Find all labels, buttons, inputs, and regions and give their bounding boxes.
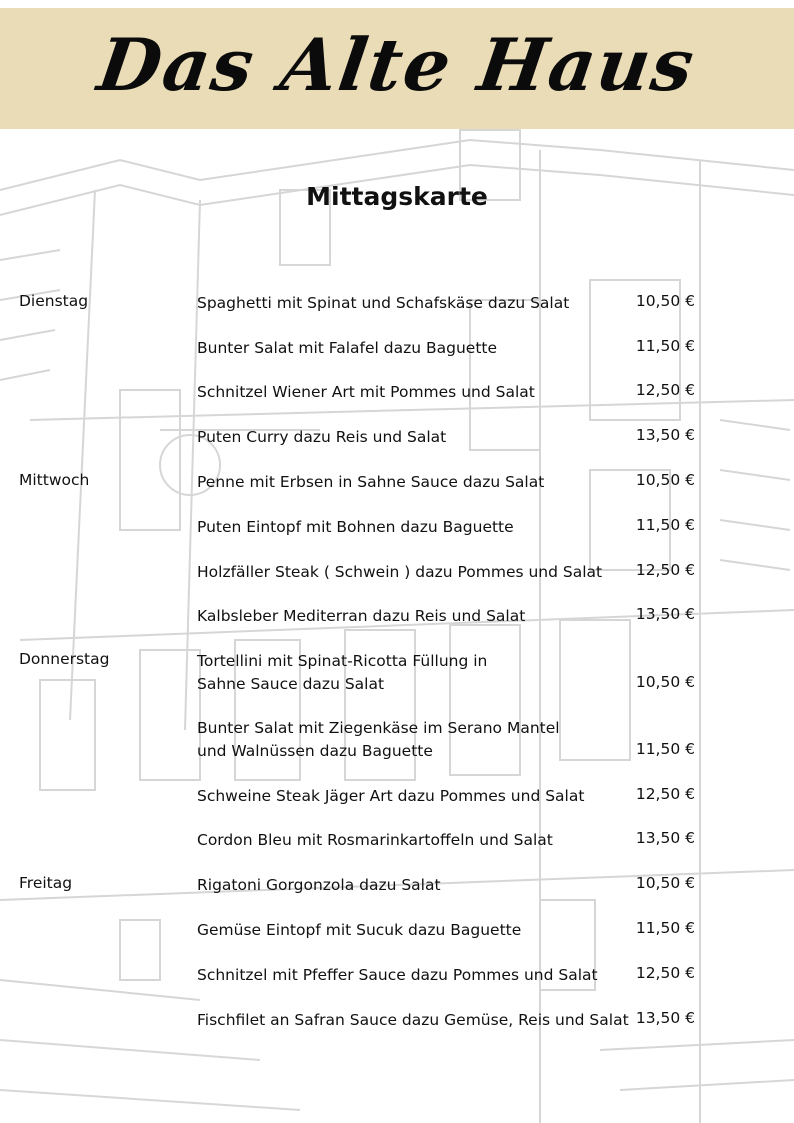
- menu-dish-line: Gemüse Eintopf mit Sucuk dazu Baguette: [197, 921, 522, 939]
- menu-dish: [197, 292, 569, 315]
- menu-dish-line: Schweine Steak Jäger Art dazu Pommes und Salat: [197, 787, 585, 805]
- menu-dish: [197, 919, 521, 942]
- menu-price: 10,50 €: [635, 673, 695, 691]
- menu-price: 11,50 €: [635, 740, 695, 758]
- page-title: Mittagskarte: [306, 182, 488, 211]
- menu-day: Donnerstag: [19, 650, 110, 668]
- menu-dish-line: Schnitzel Wiener Art mit Pommes und Salat: [197, 383, 535, 401]
- menu-dish-line: Holzfäller Steak ( Schwein ) dazu Pommes und Salat: [197, 563, 603, 581]
- menu-dish: [197, 605, 525, 628]
- menu-price: 10,50 €: [635, 292, 695, 310]
- menu-dish-line: Puten Eintopf mit Bohnen dazu Baguette: [197, 518, 514, 536]
- menu-day: Mittwoch: [19, 471, 90, 489]
- menu-dish: [197, 717, 560, 763]
- menu-dish: [197, 785, 584, 808]
- menu-dish: [197, 964, 598, 987]
- menu-dish: [197, 381, 535, 404]
- menu-dish-line: Sahne Sauce dazu Salat: [197, 675, 385, 693]
- menu-dish: [197, 874, 441, 897]
- menu-price: 13,50 €: [635, 426, 695, 444]
- menu-price: 12,50 €: [635, 381, 695, 399]
- menu-dish: [197, 471, 544, 494]
- menu-price: 12,50 €: [635, 964, 695, 982]
- header-banner: [0, 8, 794, 129]
- menu-dish: [197, 1009, 629, 1032]
- menu-dish-line: Cordon Bleu mit Rosmarinkartoffeln und Salat: [197, 831, 553, 849]
- menu-price: 13,50 €: [635, 1009, 695, 1027]
- menu-price: 12,50 €: [635, 561, 695, 579]
- menu-dish: [197, 650, 487, 696]
- menu-dish-line: Kalbsleber Mediterran dazu Reis und Salat: [197, 607, 526, 625]
- menu-dish-line: Bunter Salat mit Falafel dazu Baguette: [197, 339, 498, 357]
- menu-price: 11,50 €: [635, 919, 695, 937]
- menu-dish: [197, 426, 446, 449]
- menu-dish-line: Tortellini mit Spinat-Ricotta Füllung in: [197, 652, 488, 670]
- menu-dish-line: Puten Curry dazu Reis und Salat: [197, 428, 447, 446]
- menu-price: 13,50 €: [635, 829, 695, 847]
- menu-dish-line: und Walnüssen dazu Baguette: [197, 742, 433, 760]
- menu-price: 10,50 €: [635, 471, 695, 489]
- menu-price: 10,50 €: [635, 874, 695, 892]
- menu-dish-line: Penne mit Erbsen in Sahne Sauce dazu Salat: [197, 473, 545, 491]
- menu-day: Dienstag: [19, 292, 89, 310]
- menu-price: 11,50 €: [635, 337, 695, 355]
- menu-price: 11,50 €: [635, 516, 695, 534]
- menu-dish: [197, 516, 514, 539]
- menu-dish: [197, 561, 602, 584]
- menu-dish: [197, 337, 497, 360]
- menu-dish-line: Spaghetti mit Spinat und Schafskäse dazu Salat: [197, 294, 570, 312]
- menu-price: 13,50 €: [635, 605, 695, 623]
- menu-dish-line: Schnitzel mit Pfeffer Sauce dazu Pommes und Salat: [197, 966, 598, 984]
- menu-dish-line: Rigatoni Gorgonzola dazu Salat: [197, 876, 441, 894]
- menu-price: 12,50 €: [635, 785, 695, 803]
- menu-dish-line: Bunter Salat mit Ziegenkäse im Serano Mantel: [197, 719, 560, 737]
- menu-dish-line: Fischfilet an Safran Sauce dazu Gemüse, Reis und Salat: [197, 1011, 629, 1029]
- menu-dish: [197, 829, 553, 852]
- menu-day: Freitag: [19, 874, 73, 892]
- restaurant-logo-title: Das Alte Haus: [93, 22, 701, 107]
